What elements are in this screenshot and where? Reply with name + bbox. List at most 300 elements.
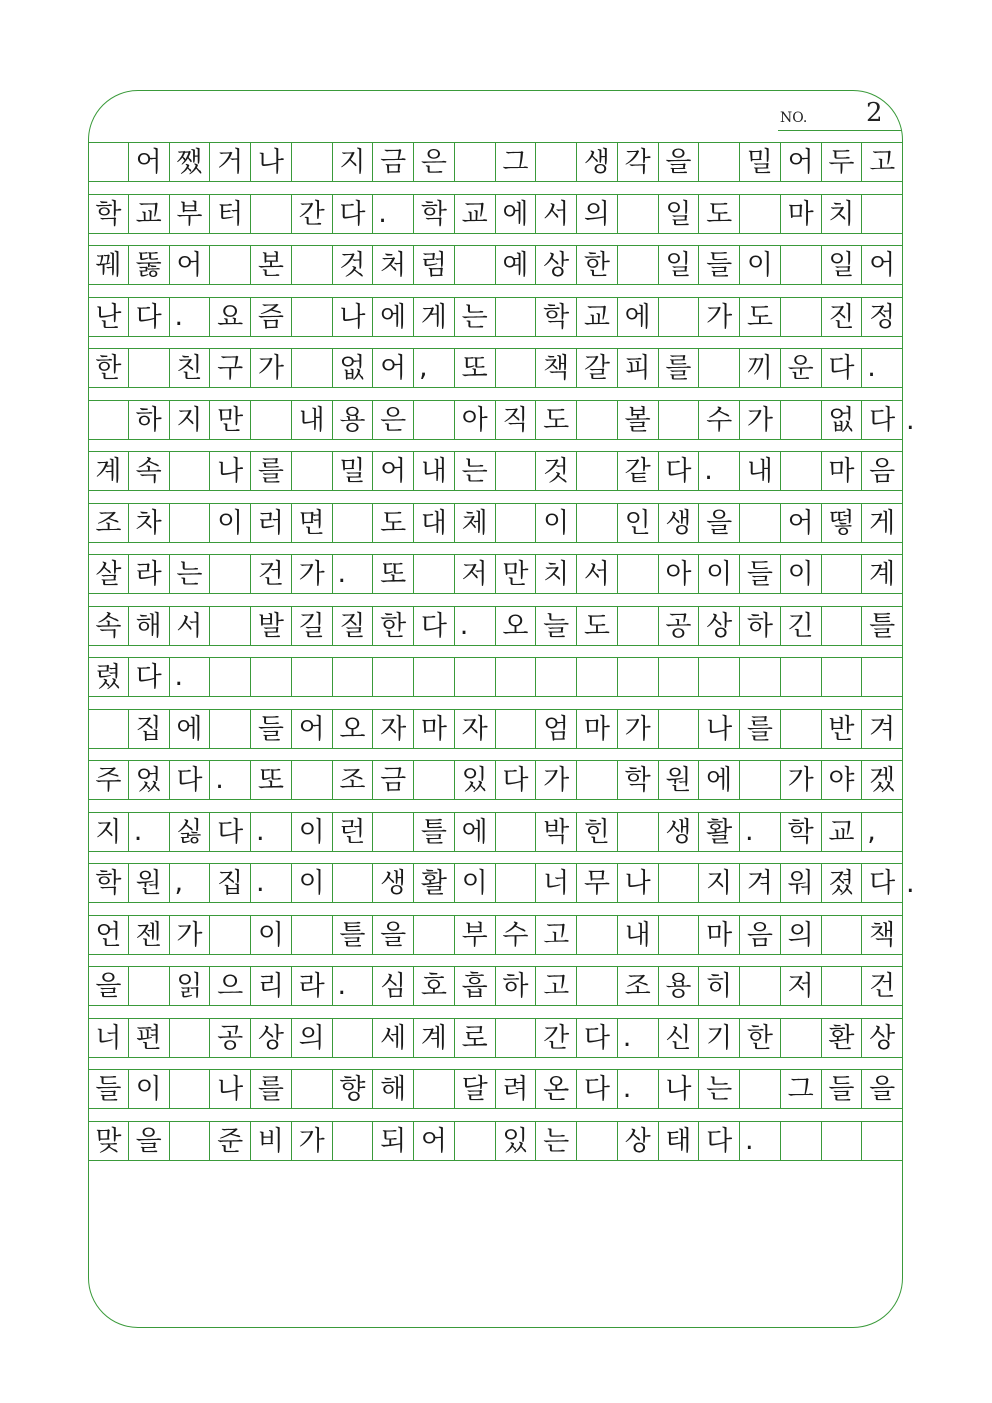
grid-cell: 을 — [862, 1069, 903, 1109]
grid-cell: 다 — [129, 657, 170, 697]
grid-cell: 속 — [88, 606, 129, 646]
grid-cell: 부 — [455, 915, 496, 955]
grid-cell: 나 — [333, 297, 374, 337]
grid-cell: 나 — [210, 1069, 251, 1109]
grid-cell: 진 — [822, 297, 863, 337]
grid-cell: 다 — [862, 863, 903, 903]
grid-cell: 또 — [251, 760, 292, 800]
grid-cell: 향 — [333, 1069, 374, 1109]
grid-cell — [88, 400, 129, 440]
grid-cell: 공 — [210, 1018, 251, 1058]
grid-cell: 에 — [618, 297, 659, 337]
grid-cell: 어 — [170, 245, 211, 285]
grid-cell — [414, 657, 455, 697]
grid-cell: 학 — [88, 863, 129, 903]
grid-cell: 지 — [170, 400, 211, 440]
grid-cell: 다 — [129, 297, 170, 337]
grid-cell: 친 — [170, 348, 211, 388]
grid-cell — [210, 709, 251, 749]
grid-cell: 이 — [455, 863, 496, 903]
grid-row — [88, 451, 903, 491]
grid-cell: 뚫 — [129, 245, 170, 285]
grid-cell — [862, 194, 903, 234]
grid-cell: 일 — [659, 245, 700, 285]
grid-cell: 부 — [170, 194, 211, 234]
grid-cell: 겨 — [862, 709, 903, 749]
grid-cell: 책 — [536, 348, 577, 388]
grid-cell: 히 — [699, 966, 740, 1006]
grid-cell: 정 — [862, 297, 903, 337]
grid-cell — [333, 657, 374, 697]
grid-cell: 속 — [129, 451, 170, 491]
grid-cell — [659, 709, 700, 749]
grid-cell — [699, 348, 740, 388]
grid-cell: 에 — [455, 812, 496, 852]
grid-cell: 반 — [822, 709, 863, 749]
grid-cell: 다 — [862, 400, 903, 440]
grid-cell: 이 — [536, 503, 577, 543]
grid-cell: . — [170, 297, 211, 337]
grid-row — [88, 606, 903, 646]
grid-cell: 집 — [210, 863, 251, 903]
grid-cell — [129, 966, 170, 1006]
grid-cell: 오 — [496, 606, 537, 646]
grid-cell — [496, 297, 537, 337]
grid-cell: 로 — [455, 1018, 496, 1058]
grid-row — [88, 812, 903, 852]
grid-cell: 이 — [781, 554, 822, 594]
grid-cell: 지 — [699, 863, 740, 903]
grid-cell — [210, 915, 251, 955]
grid-cell: 들 — [251, 709, 292, 749]
grid-row — [88, 503, 903, 543]
grid-cell: 밀 — [333, 451, 374, 491]
grid-row — [88, 142, 903, 182]
grid-cell: 게 — [414, 297, 455, 337]
grid-cell: 어 — [292, 709, 333, 749]
grid-cell: 살 — [88, 554, 129, 594]
grid-cell: 저 — [781, 966, 822, 1006]
grid-cell: 음 — [862, 451, 903, 491]
grid-cell: 는 — [536, 1121, 577, 1161]
grid-cell: 환 — [822, 1018, 863, 1058]
grid-cell: 을 — [659, 142, 700, 182]
grid-cell: 에 — [496, 194, 537, 234]
grid-cell: 만 — [210, 400, 251, 440]
grid-cell — [170, 503, 211, 543]
grid-cell: , — [414, 348, 455, 388]
grid-cell: 라 — [129, 554, 170, 594]
grid-cell: 교 — [455, 194, 496, 234]
grid-cell: 면 — [292, 503, 333, 543]
grid-cell: 호 — [414, 966, 455, 1006]
grid-cell — [414, 760, 455, 800]
grid-cell — [577, 760, 618, 800]
grid-cell: . — [862, 348, 903, 388]
grid-cell — [659, 863, 700, 903]
grid-cell: 원 — [659, 760, 700, 800]
grid-cell: 용 — [333, 400, 374, 440]
grid-cell: 일 — [822, 245, 863, 285]
grid-cell: 기 — [699, 1018, 740, 1058]
grid-cell: 달 — [455, 1069, 496, 1109]
grid-cell: 없 — [333, 348, 374, 388]
grid-cell: 내 — [414, 451, 455, 491]
grid-cell — [577, 966, 618, 1006]
grid-cell — [781, 709, 822, 749]
grid-cell — [781, 1121, 822, 1161]
grid-cell: 길 — [292, 606, 333, 646]
grid-cell: 가 — [618, 709, 659, 749]
grid-cell: . — [740, 812, 781, 852]
grid-cell: 은 — [414, 142, 455, 182]
grid-cell — [781, 245, 822, 285]
grid-cell — [659, 297, 700, 337]
grid-cell: 조 — [618, 966, 659, 1006]
grid-cell: 서 — [536, 194, 577, 234]
grid-row — [88, 1069, 903, 1109]
grid-cell: 고 — [536, 915, 577, 955]
grid-cell: 상 — [536, 245, 577, 285]
grid-cell: 생 — [659, 812, 700, 852]
grid-cell — [536, 142, 577, 182]
grid-cell: 학 — [781, 812, 822, 852]
grid-cell — [251, 657, 292, 697]
grid-cell: 서 — [170, 606, 211, 646]
grid-cell: 이 — [251, 915, 292, 955]
grid-cell — [455, 245, 496, 285]
grid-cell — [618, 812, 659, 852]
grid-cell: . — [373, 194, 414, 234]
grid-cell — [455, 657, 496, 697]
grid-cell: 터 — [210, 194, 251, 234]
grid-cell: 에 — [170, 709, 211, 749]
grid-cell — [292, 297, 333, 337]
grid-cell: 가 — [740, 400, 781, 440]
grid-cell: 건 — [251, 554, 292, 594]
grid-cell: . — [699, 451, 740, 491]
grid-cell: 처 — [373, 245, 414, 285]
grid-cell: 자 — [455, 709, 496, 749]
grid-cell — [822, 554, 863, 594]
grid-cell — [292, 451, 333, 491]
grid-cell: 하 — [740, 606, 781, 646]
grid-cell: 세 — [373, 1018, 414, 1058]
grid-cell: 었 — [129, 760, 170, 800]
grid-cell: 활 — [414, 863, 455, 903]
grid-cell: 는 — [699, 1069, 740, 1109]
grid-cell: . — [333, 554, 374, 594]
grid-cell: 나 — [618, 863, 659, 903]
grid-cell: 나 — [699, 709, 740, 749]
grid-row — [88, 194, 903, 234]
grid-cell: 마 — [822, 451, 863, 491]
grid-cell: 예 — [496, 245, 537, 285]
grid-cell: 자 — [373, 709, 414, 749]
grid-cell: , — [862, 812, 903, 852]
grid-cell — [577, 451, 618, 491]
grid-cell: 마 — [699, 915, 740, 955]
grid-cell: . — [618, 1018, 659, 1058]
grid-cell: 용 — [659, 966, 700, 1006]
grid-cell: 교 — [129, 194, 170, 234]
grid-cell: . — [618, 1069, 659, 1109]
grid-cell: 겨 — [740, 863, 781, 903]
grid-cell: 흡 — [455, 966, 496, 1006]
grid-row — [88, 709, 903, 749]
grid-cell: 내 — [292, 400, 333, 440]
grid-cell: 교 — [577, 297, 618, 337]
grid-cell: 질 — [333, 606, 374, 646]
grid-cell: 를 — [251, 1069, 292, 1109]
grid-cell: 를 — [659, 348, 700, 388]
grid-cell: 들 — [88, 1069, 129, 1109]
grid-cell — [496, 348, 537, 388]
grid-cell — [659, 915, 700, 955]
grid-cell — [618, 657, 659, 697]
grid-cell: 내 — [740, 451, 781, 491]
grid-cell: 다 — [577, 1018, 618, 1058]
grid-cell: 다 — [414, 606, 455, 646]
grid-cell: 너 — [536, 863, 577, 903]
grid-cell: 태 — [659, 1121, 700, 1161]
grid-cell: 들 — [740, 554, 781, 594]
grid-cell — [740, 503, 781, 543]
grid-cell — [210, 657, 251, 697]
grid-cell: 저 — [455, 554, 496, 594]
grid-cell: 상 — [862, 1018, 903, 1058]
grid-cell — [740, 966, 781, 1006]
grid-cell — [129, 348, 170, 388]
grid-cell: 하 — [129, 400, 170, 440]
grid-cell: 다 — [170, 760, 211, 800]
grid-cell: 다 — [496, 760, 537, 800]
grid-cell: 그 — [781, 1069, 822, 1109]
grid-cell: 학 — [618, 760, 659, 800]
grid-cell — [577, 503, 618, 543]
grid-cell: 러 — [251, 503, 292, 543]
grid-cell: 도 — [373, 503, 414, 543]
grid-cell: , — [170, 863, 211, 903]
grid-cell — [822, 915, 863, 955]
grid-cell: 또 — [455, 348, 496, 388]
grid-cell: 엄 — [536, 709, 577, 749]
grid-cell — [88, 142, 129, 182]
margin-punctuation: . — [906, 868, 915, 899]
grid-cell: 가 — [292, 1121, 333, 1161]
grid-cell: 의 — [781, 915, 822, 955]
grid-cell: 다 — [333, 194, 374, 234]
grid-cell — [210, 606, 251, 646]
grid-cell: 에 — [699, 760, 740, 800]
grid-cell: 을 — [129, 1121, 170, 1161]
grid-cell: 내 — [618, 915, 659, 955]
grid-cell: 난 — [88, 297, 129, 337]
grid-cell — [292, 245, 333, 285]
grid-cell: 틀 — [414, 812, 455, 852]
grid-cell — [781, 297, 822, 337]
grid-cell: 주 — [88, 760, 129, 800]
grid-cell: 일 — [659, 194, 700, 234]
grid-cell: 박 — [536, 812, 577, 852]
grid-cell: 언 — [88, 915, 129, 955]
grid-cell: 볼 — [618, 400, 659, 440]
grid-cell: 이 — [292, 863, 333, 903]
grid-cell — [822, 657, 863, 697]
grid-cell — [822, 606, 863, 646]
grid-cell: 가 — [292, 554, 333, 594]
grid-row — [88, 760, 903, 800]
grid-row — [88, 863, 915, 903]
grid-cell — [822, 1121, 863, 1161]
grid-cell: 차 — [129, 503, 170, 543]
page-number-label: NO. — [780, 110, 808, 126]
grid-cell: 간 — [292, 194, 333, 234]
grid-row — [88, 297, 903, 337]
grid-cell: 건 — [862, 966, 903, 1006]
grid-cell: 을 — [88, 966, 129, 1006]
grid-cell: 이 — [740, 245, 781, 285]
grid-cell: 마 — [414, 709, 455, 749]
grid-cell: 갈 — [577, 348, 618, 388]
grid-cell — [781, 657, 822, 697]
grid-cell: 에 — [373, 297, 414, 337]
grid-cell: 는 — [170, 554, 211, 594]
manuscript-grid — [88, 0, 915, 1403]
grid-cell — [414, 915, 455, 955]
grid-cell: 도 — [740, 297, 781, 337]
grid-cell: . — [129, 812, 170, 852]
grid-row — [88, 915, 903, 955]
grid-cell: 요 — [210, 297, 251, 337]
grid-cell: 온 — [536, 1069, 577, 1109]
grid-cell: 아 — [455, 400, 496, 440]
grid-cell: 생 — [373, 863, 414, 903]
grid-cell: 쨌 — [170, 142, 211, 182]
grid-cell: 런 — [333, 812, 374, 852]
grid-cell: 리 — [251, 966, 292, 1006]
grid-cell: 어 — [373, 348, 414, 388]
grid-cell: . — [251, 863, 292, 903]
grid-cell: 한 — [577, 245, 618, 285]
grid-cell — [170, 1069, 211, 1109]
grid-cell: 다 — [659, 451, 700, 491]
grid-cell — [414, 554, 455, 594]
grid-cell: 려 — [496, 1069, 537, 1109]
grid-cell — [740, 760, 781, 800]
grid-cell: 금 — [373, 142, 414, 182]
grid-cell: 신 — [659, 1018, 700, 1058]
grid-cell: 다 — [699, 1121, 740, 1161]
grid-cell: 게 — [862, 503, 903, 543]
grid-cell: 의 — [292, 1018, 333, 1058]
grid-cell: 즘 — [251, 297, 292, 337]
grid-cell: 상 — [699, 606, 740, 646]
grid-cell: 이 — [129, 1069, 170, 1109]
grid-cell — [333, 503, 374, 543]
grid-cell: 해 — [129, 606, 170, 646]
grid-cell: 편 — [129, 1018, 170, 1058]
margin-punctuation: . — [906, 405, 915, 436]
grid-row — [88, 1018, 903, 1058]
grid-cell: 한 — [740, 1018, 781, 1058]
grid-cell: 학 — [414, 194, 455, 234]
grid-cell — [740, 1069, 781, 1109]
grid-cell: 야 — [822, 760, 863, 800]
grid-cell — [618, 245, 659, 285]
grid-cell: 워 — [781, 863, 822, 903]
grid-cell: 책 — [862, 915, 903, 955]
grid-cell — [373, 657, 414, 697]
grid-cell: 조 — [88, 503, 129, 543]
grid-cell: 것 — [333, 245, 374, 285]
grid-cell: 를 — [740, 709, 781, 749]
grid-cell — [251, 400, 292, 440]
grid-cell — [496, 709, 537, 749]
grid-cell: 힌 — [577, 812, 618, 852]
grid-row — [88, 245, 903, 285]
grid-cell: 금 — [373, 760, 414, 800]
grid-cell: 어 — [862, 245, 903, 285]
grid-cell: 가 — [699, 297, 740, 337]
grid-cell — [781, 451, 822, 491]
grid-cell: 라 — [292, 966, 333, 1006]
grid-cell: 교 — [822, 812, 863, 852]
grid-cell — [292, 1069, 333, 1109]
grid-row — [88, 348, 903, 388]
grid-cell — [170, 1018, 211, 1058]
grid-cell: 그 — [496, 142, 537, 182]
grid-cell — [292, 142, 333, 182]
grid-cell: 또 — [373, 554, 414, 594]
grid-cell: 생 — [577, 142, 618, 182]
grid-cell: 밀 — [740, 142, 781, 182]
grid-cell: 있 — [496, 1121, 537, 1161]
grid-cell — [455, 142, 496, 182]
grid-cell: 지 — [333, 142, 374, 182]
grid-cell — [862, 657, 903, 697]
grid-cell — [577, 1121, 618, 1161]
grid-cell: 젠 — [129, 915, 170, 955]
grid-cell: 도 — [699, 194, 740, 234]
grid-cell: . — [251, 812, 292, 852]
grid-cell: 계 — [414, 1018, 455, 1058]
grid-cell: 준 — [210, 1121, 251, 1161]
grid-cell: 수 — [699, 400, 740, 440]
grid-cell: 것 — [536, 451, 577, 491]
grid-cell — [292, 760, 333, 800]
grid-cell: 이 — [699, 554, 740, 594]
grid-cell — [659, 400, 700, 440]
grid-cell: 끼 — [740, 348, 781, 388]
grid-cell: 어 — [414, 1121, 455, 1161]
grid-cell — [699, 657, 740, 697]
grid-row — [88, 657, 903, 697]
grid-cell: 치 — [536, 554, 577, 594]
grid-cell: 발 — [251, 606, 292, 646]
grid-cell: 늘 — [536, 606, 577, 646]
grid-cell: 틀 — [333, 915, 374, 955]
grid-cell: 나 — [659, 1069, 700, 1109]
grid-cell: 간 — [536, 1018, 577, 1058]
grid-cell — [822, 966, 863, 1006]
grid-cell — [781, 400, 822, 440]
grid-cell: 무 — [577, 863, 618, 903]
grid-cell: 어 — [129, 142, 170, 182]
grid-cell — [373, 812, 414, 852]
grid-cell: 다 — [577, 1069, 618, 1109]
grid-cell — [496, 812, 537, 852]
